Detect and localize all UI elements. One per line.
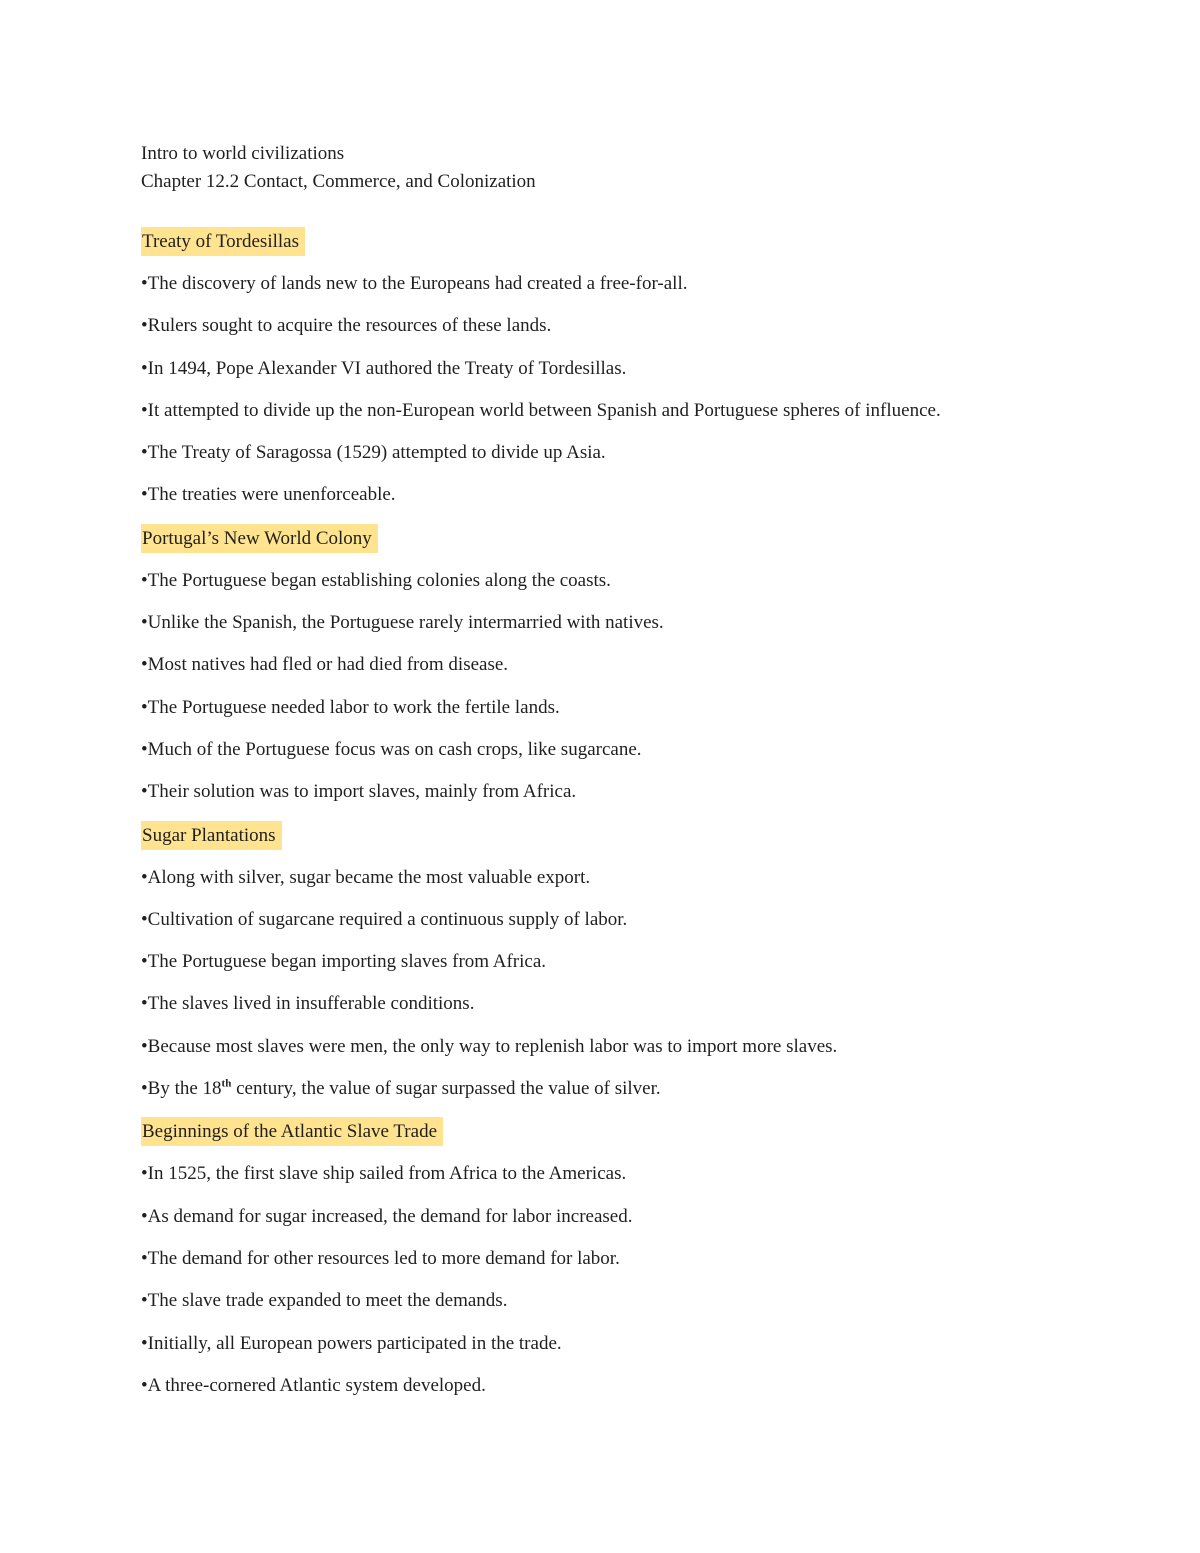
section-heading: Portugal’s New World Colony [141,524,378,553]
chapter-title: Chapter 12.2 Contact, Commerce, and Colonization [141,171,536,192]
bullet-item: •The Treaty of Saragossa (1529) attempted to divide up Asia. [141,442,606,464]
bullet-list [141,864,1101,1118]
section-heading-row [141,821,1101,864]
bullet-item [141,1075,1101,1117]
bullet-item: •The demand for other resources led to more demand for labor. [141,1247,620,1269]
bullet-item: •Because most slaves were men, the only way to replenish labor was to import more slaves. [141,1035,838,1057]
bullet-item: •The slaves lived in insufferable conditions. [141,993,475,1015]
bullet-item: •The Portuguese needed labor to work the fertile lands. [141,696,560,718]
bullet-item: •The treaties were unenforceable. [141,484,396,506]
bullet-item: •The discovery of lands new to the Europeans had created a free-for-all. [141,273,688,294]
bullet-item: •Much of the Portuguese focus was on cash crops, like sugarcane. [141,738,642,760]
section-heading-row [141,1117,1101,1160]
section-heading: Sugar Plantations [141,821,282,850]
bullet-list [141,567,1101,821]
bullet-item: •Initially, all European powers participated in the trade. [141,1332,562,1354]
bullet-item: •In 1525, the first slave ship sailed from Africa to the Americas. [141,1163,627,1185]
bullet-item: •The Portuguese began importing slaves from Africa. [141,951,547,973]
bullet-item: •Cultivation of sugarcane required a continuous supply of labor. [141,908,628,930]
document-page [141,140,1101,1414]
sections-container [141,227,1101,1414]
bullet-list [141,270,1101,524]
bullet-item: •A three-cornered Atlantic system developed. [141,1374,486,1396]
bullet-text-after: century, the value of sugar surpassed the value of silver. [231,1078,661,1100]
course-title: Intro to world civilizations [141,143,345,164]
bullet-item: •As demand for sugar increased, the demand for labor increased. [141,1205,633,1227]
header-spacer [141,196,1101,227]
section-heading-row [141,227,1101,270]
section-heading-row [141,524,1101,567]
bullet-item: •Most natives had fled or had died from disease. [141,654,509,676]
bullet-item: •Their solution was to import slaves, mainly from Africa. [141,781,577,803]
bullet-text-before: •By the 18 [141,1078,222,1100]
bullet-item: •Rulers sought to acquire the resources of these lands. [141,315,552,337]
ordinal-superscript: th [221,1077,232,1090]
bullet-item: •The Portuguese began establishing colonies along the coasts. [141,569,611,591]
section-heading: Beginnings of the Atlantic Slave Trade [141,1117,443,1146]
bullet-item: •In 1494, Pope Alexander VI authored the Treaty of Tordesillas. [141,357,627,379]
bullet-item: •The slave trade expanded to meet the demands. [141,1290,508,1312]
bullet-item: •Unlike the Spanish, the Portuguese rarely intermarried with natives. [141,612,664,634]
section-heading: Treaty of Tordesillas [141,227,305,256]
bullet-list [141,1160,1101,1414]
bullet-item: •Along with silver, sugar became the most valuable export. [141,866,591,888]
bullet-item: •It attempted to divide up the non-European world between Spanish and Portuguese spheres of influence. [141,399,941,421]
